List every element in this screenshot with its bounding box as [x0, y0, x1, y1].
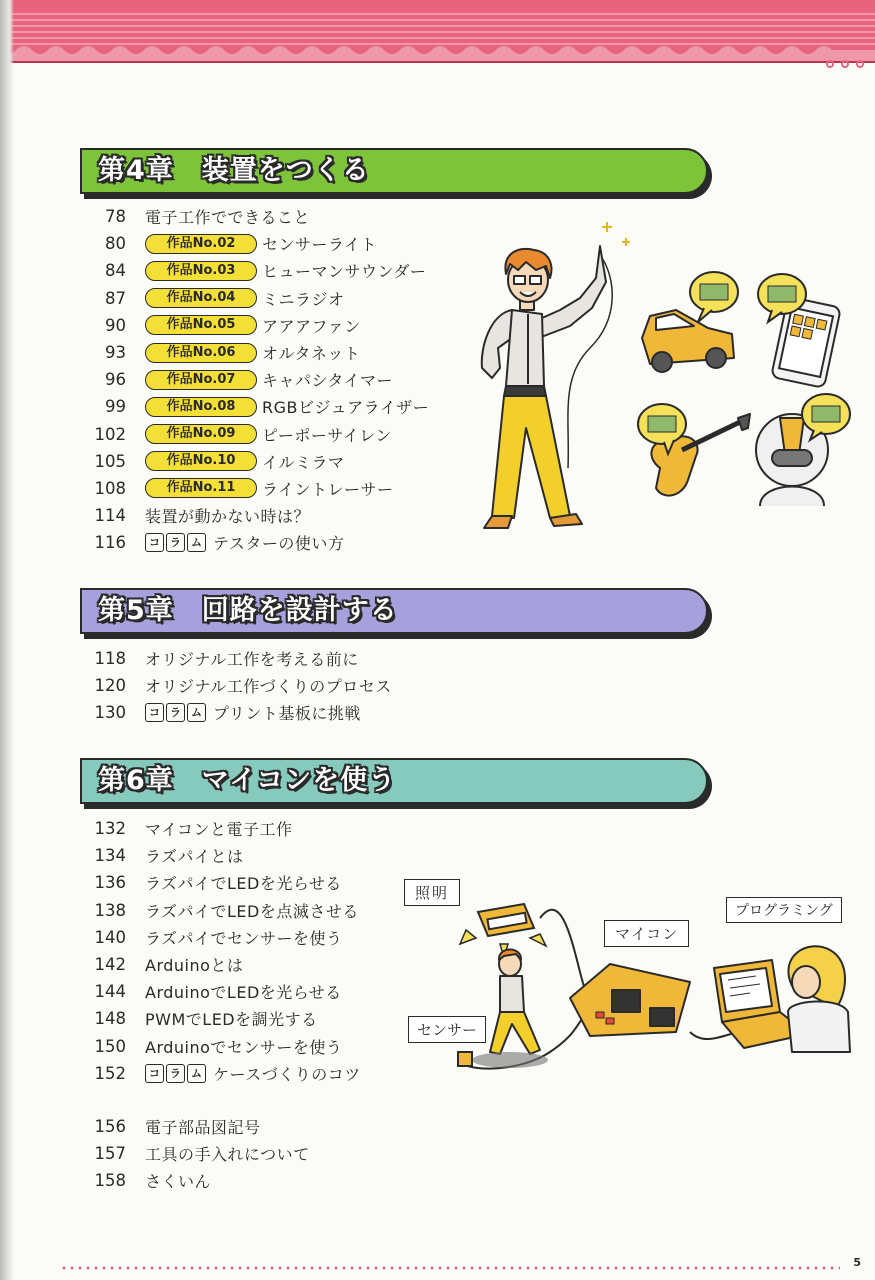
toc-row[interactable] [86, 339, 429, 366]
toc-label: ヒューマンサウンダー [262, 262, 427, 282]
toc-label: ArduinoでLEDを光らせる [145, 983, 342, 1003]
toc-label: イルミラマ [262, 452, 345, 472]
toc-row[interactable] [86, 1060, 361, 1087]
toc-label: オリジナル工作づくりのプロセス [145, 677, 392, 697]
toc-row[interactable] [86, 978, 361, 1005]
toc-label: ミニラジオ [262, 289, 345, 309]
toc-row[interactable] [86, 312, 429, 339]
toc-label: プリント基板に挑戦 [213, 704, 361, 724]
chapter-4-toc [86, 203, 429, 556]
toc-page-number: 148 [94, 1009, 126, 1029]
chapter-5-toc [86, 645, 392, 727]
toc-page-number: 150 [94, 1036, 126, 1056]
toc-label: RGBビジュアライザー [262, 398, 430, 418]
chapter-4-title: 第4章 装置をつくる [98, 155, 370, 186]
project-badge: 作品No.08 [145, 397, 257, 417]
toc-page-number: 120 [94, 676, 126, 696]
project-badge: 作品No.06 [145, 343, 257, 363]
toc-page-number: 105 [94, 451, 126, 471]
toc-page-number: 96 [105, 370, 126, 390]
toc-label: ラズパイでLEDを点滅させる [145, 901, 359, 921]
toc-row[interactable] [86, 1140, 310, 1167]
toc-label: PWMでLEDを調光する [145, 1010, 318, 1030]
toc-row[interactable] [86, 924, 361, 951]
toc-row[interactable] [86, 645, 392, 672]
toc-label: ケースづくりのコツ [213, 1064, 361, 1084]
chapter-5-heading [80, 588, 708, 634]
chapter-6-toc [86, 815, 361, 1087]
toc-row[interactable] [86, 951, 361, 978]
project-badge: 作品No.04 [145, 288, 257, 308]
toc-page-number: 140 [94, 927, 126, 947]
toc-row[interactable] [86, 897, 361, 924]
toc-row[interactable] [86, 203, 429, 230]
toc-page-number: 116 [94, 533, 126, 553]
toc-label: ラズパイでLEDを光らせる [145, 874, 342, 894]
toc-label: 電子部品図記号 [145, 1118, 261, 1138]
chapter-4-heading [80, 148, 708, 194]
toc-label: マイコンと電子工作 [145, 820, 293, 840]
toc-row[interactable] [86, 1005, 361, 1032]
project-badge: 作品No.05 [145, 315, 257, 335]
sensor-label: センサー [408, 1016, 486, 1043]
project-badge: 作品No.11 [145, 478, 257, 498]
toc-page-number: 118 [94, 649, 126, 669]
toc-page-number: 87 [105, 288, 126, 308]
chapter-6-title: 第6章 マイコンを使う [98, 765, 397, 796]
project-badge: 作品No.10 [145, 451, 257, 471]
toc-page-number: 130 [94, 703, 126, 723]
toc-label: キャパシタイマー [262, 371, 394, 391]
toc-label: ライントレーサー [262, 479, 394, 499]
toc-row[interactable] [86, 1167, 310, 1194]
toc-row[interactable] [86, 257, 429, 284]
page-number: 5 [853, 1256, 861, 1269]
project-badge: 作品No.09 [145, 424, 257, 444]
project-badge: 作品No.07 [145, 370, 257, 390]
toc-label: センサーライト [262, 235, 378, 255]
lighting-label: 照明 [404, 879, 460, 906]
column-badge: コ ラ ム [145, 533, 208, 552]
toc-page-number: 80 [105, 234, 126, 254]
toc-row[interactable] [86, 421, 429, 448]
column-badge: コ ラ ム [145, 1064, 208, 1083]
toc-page-number: 99 [105, 397, 126, 417]
toc-page-number: 157 [94, 1144, 126, 1164]
toc-row[interactable] [86, 699, 392, 726]
toc-page-number: 108 [94, 478, 126, 498]
header-band [0, 0, 875, 70]
toc-label: Arduinoとは [145, 956, 244, 976]
toc-page-number: 138 [94, 900, 126, 920]
toc-label: オルタネット [262, 344, 361, 364]
toc-label: 工具の手入れについて [145, 1145, 310, 1165]
toc-label: 装置が動かない時は？ [145, 507, 311, 527]
toc-page-number: 114 [94, 506, 126, 526]
column-badge: コ ラ ム [145, 703, 208, 722]
toc-row[interactable] [86, 475, 429, 502]
toc-row[interactable] [86, 869, 361, 896]
toc-row[interactable] [86, 448, 429, 475]
chapter-4-illustration [450, 218, 870, 548]
toc-label: Arduinoでセンサーを使う [145, 1037, 343, 1057]
toc-page-number: 90 [105, 315, 126, 335]
toc-page-number: 93 [105, 343, 126, 363]
toc-row[interactable] [86, 815, 361, 842]
toc-label: テスターの使い方 [213, 534, 345, 554]
toc-row[interactable] [86, 529, 429, 556]
footer-dots [60, 1266, 840, 1270]
microcontroller-label: マイコン [604, 920, 689, 947]
toc-page-number: 144 [94, 982, 126, 1002]
toc-label: オリジナル工作を考える前に [145, 650, 359, 670]
toc-row[interactable] [86, 285, 429, 312]
toc-row[interactable] [86, 1113, 310, 1140]
toc-page-number: 84 [105, 261, 126, 281]
toc-label: 電子工作でできること [145, 208, 311, 228]
toc-page-number: 134 [94, 846, 126, 866]
toc-row[interactable] [86, 393, 429, 420]
toc-row[interactable] [86, 842, 361, 869]
programming-label: プログラミング [726, 897, 842, 923]
toc-row[interactable] [86, 502, 429, 529]
chapter-6-heading [80, 758, 708, 804]
toc-label: ラズパイとは [145, 847, 244, 867]
toc-page-number: 102 [94, 424, 126, 444]
appendix-toc [86, 1113, 310, 1195]
toc-label: ラズパイでセンサーを使う [145, 928, 343, 948]
project-badge: 作品No.03 [145, 261, 257, 281]
toc-label: ピーポーサイレン [262, 425, 392, 445]
project-badge: 作品No.02 [145, 234, 257, 254]
toc-page-number: 152 [94, 1063, 126, 1083]
toc-row[interactable] [86, 230, 429, 257]
toc-row[interactable] [86, 672, 392, 699]
toc-row[interactable] [86, 366, 429, 393]
chapter-5-title: 第5章 回路を設計する [98, 595, 398, 626]
toc-label: さくいん [145, 1172, 212, 1192]
toc-page-number: 142 [94, 955, 126, 975]
toc-page-number: 158 [94, 1171, 126, 1191]
toc-page-number: 156 [94, 1117, 126, 1137]
toc-row[interactable] [86, 1033, 361, 1060]
toc-page-number: 132 [94, 819, 126, 839]
page-spine-shadow [0, 0, 14, 1280]
toc-page-number: 78 [105, 207, 126, 227]
toc-page-number: 136 [94, 873, 126, 893]
toc-label: アアアファン [262, 316, 361, 336]
